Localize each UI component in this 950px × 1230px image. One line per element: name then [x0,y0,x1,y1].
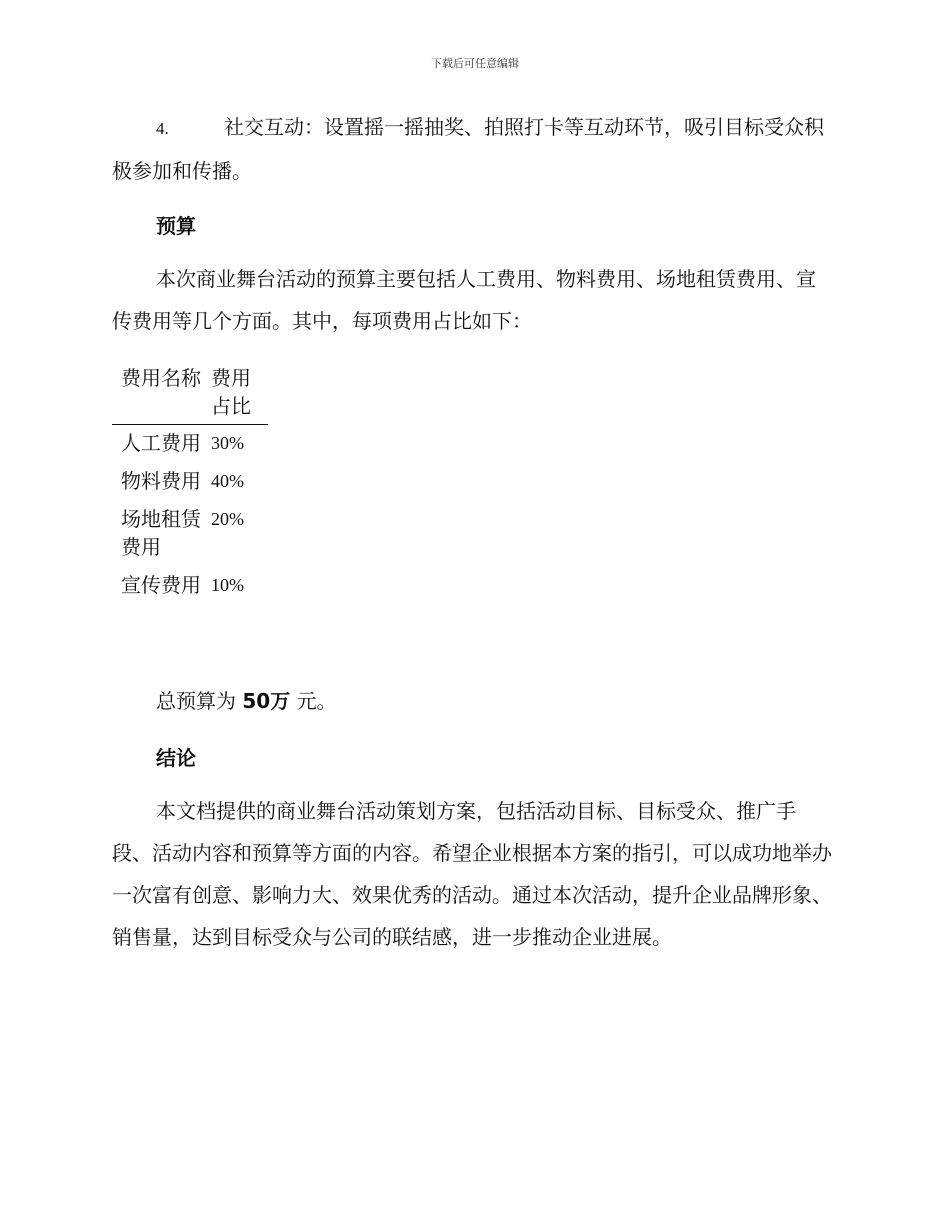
total-suffix: 元。 [296,689,337,713]
cost-name: 人工费用 [121,431,201,455]
budget-intro: 本次商业舞台活动的预算主要包括人工费用、物料费用、场地租赁费用、宣传费用等几个方面。其中，每项费用占比如下： [112,267,816,333]
total-prefix: 总预算为 [156,689,236,713]
cost-share: 10% [211,575,244,595]
budget-table [112,364,268,605]
table-row [112,501,268,567]
cost-share: 20% [211,509,244,529]
table-row [112,425,268,464]
cost-name: 宣传费用 [121,573,201,597]
column-header-name: 费用名称 [112,364,203,425]
cost-share: 30% [211,433,244,453]
list-item-number: 4. [156,119,169,138]
table-row [112,567,268,605]
total-budget [156,680,337,722]
header-note: 下载后可任意编辑 [431,57,519,70]
table-header-row [112,364,268,425]
cost-name: 物料费用 [121,469,201,493]
conclusion-text: 本文档提供的商业舞台活动策划方案，包括活动目标、目标受众、推广手段、活动内容和预算等方面的内容。希望企业根据本方案的指引，可以成功地举办一次富有创意、影响力大、效果优秀的活动。通过本次活动，提升企业品牌形象、销售量，达到目标受众与公司的联结感，进一步推动企业进展。 [112,799,832,949]
total-amount: 50万 [242,689,291,713]
list-item-social-interaction [112,106,834,192]
column-header-share: 费用占比 [203,364,268,425]
budget-heading: 预算 [156,214,196,238]
conclusion-heading: 结论 [156,746,196,770]
table-row [112,463,268,501]
cost-share: 40% [211,471,244,491]
cost-name: 场地租赁费用 [121,507,201,559]
list-item-text: 社交互动：设置摇一摇抽奖、拍照打卡等互动环节，吸引目标受众积极参加和传播。 [112,115,824,183]
